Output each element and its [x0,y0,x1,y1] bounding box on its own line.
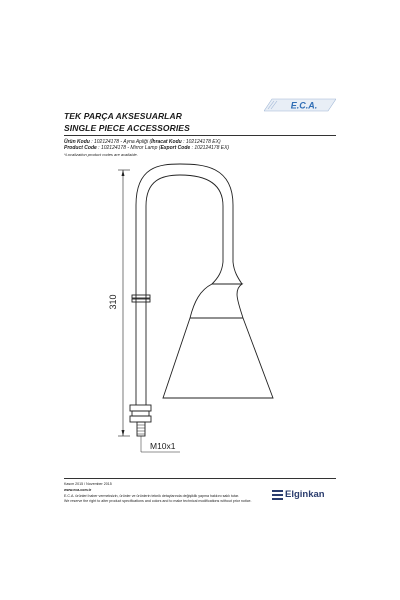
tr-export-label: İhracat Kodu [151,139,182,145]
tr-export-value: : 102124178 EX) [183,139,221,145]
footer-date: Kasım 2015 / November 2015 [64,482,112,486]
title-en: SINGLE PIECE ACCESSORIES [64,123,190,133]
footer-divider [64,478,336,479]
thread-dimension-label: M10x1 [150,441,176,451]
tr-label: Ürün Kodu [64,139,90,145]
en-label: Product Code [64,145,97,151]
tr-value: : 102124178 - Ayna Apliği ( [91,139,152,145]
elginkan-logo: Elginkan [285,489,325,500]
stem-inner [146,175,223,405]
height-dimension-label: 310 [108,294,118,310]
footer-website: www.eca.com.tr [64,488,92,492]
en-export-value: : 102124178 EX) [191,145,230,151]
shade-neck [212,262,242,284]
lamp-shade [160,284,212,398]
en-export-label: Export Code [160,145,191,151]
localization-note: *Localization product codes are available. [64,152,138,157]
stem-outline [136,164,233,405]
footer-disclaimer-tr: E.C.A. ürünleri haber vermeksizin, ürünler ve ürünlerin teknik detaylarında değişiklik yapma hakkını saklı tutar. [64,494,239,498]
logo-text: E.C.A. [290,100,318,111]
elginkan-mark-icon [272,490,283,500]
title-tr: TEK PARÇA AKSESUARLAR [64,111,182,121]
footer-disclaimer-en: We reserve the right to alter product specifications and colors and to make technical modifications without prior notice. [64,499,252,503]
en-value: : 102124178 - Mirror Lamp ( [98,145,161,151]
